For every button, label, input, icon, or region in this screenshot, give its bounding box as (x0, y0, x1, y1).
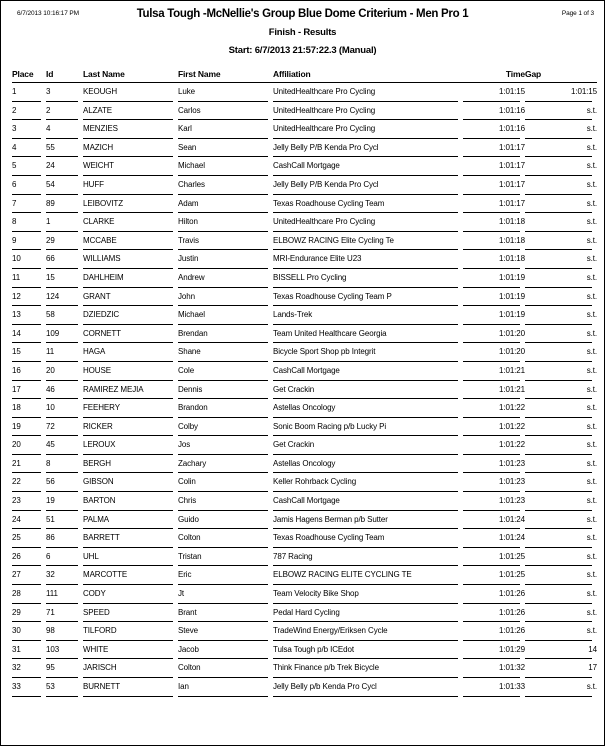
cell-last-name: HOUSE (83, 362, 178, 381)
cell-last-name: BERGH (83, 455, 178, 474)
cell-place: 32 (12, 659, 46, 678)
cell-place: 10 (12, 250, 46, 269)
cell-gap: s.t. (525, 678, 597, 697)
cell-gap: s.t. (525, 139, 597, 158)
cell-first-name: Jt (178, 585, 273, 604)
table-row (12, 455, 597, 474)
cell-last-name: ALZATE (83, 102, 178, 121)
table-row (12, 232, 597, 251)
cell-gap: s.t. (525, 120, 597, 139)
cell-last-name: GIBSON (83, 473, 178, 492)
cell-last-name: MARCOTTE (83, 566, 178, 585)
cell-first-name: Justin (178, 250, 273, 269)
cell-gap: s.t. (525, 176, 597, 195)
cell-first-name: Zachary (178, 455, 273, 474)
cell-affiliation: CashCall Mortgage (273, 157, 463, 176)
cell-time: 1:01:17 (463, 157, 525, 176)
cell-id: 29 (46, 232, 83, 251)
cell-place: 7 (12, 195, 46, 214)
cell-id: 124 (46, 288, 83, 307)
cell-affiliation: Tulsa Tough p/b ICEdot (273, 641, 463, 660)
cell-affiliation: Keller Rohrback Cycling (273, 473, 463, 492)
cell-place: 24 (12, 511, 46, 530)
table-header-row (12, 67, 597, 83)
cell-gap: s.t. (525, 288, 597, 307)
cell-last-name: LEROUX (83, 436, 178, 455)
cell-time: 1:01:24 (463, 529, 525, 548)
cell-time: 1:01:22 (463, 418, 525, 437)
cell-place: 16 (12, 362, 46, 381)
cell-first-name: Travis (178, 232, 273, 251)
cell-id: 32 (46, 566, 83, 585)
cell-affiliation: Get Crackin (273, 436, 463, 455)
cell-first-name: Guido (178, 511, 273, 530)
table-row (12, 157, 597, 176)
cell-gap: s.t. (525, 436, 597, 455)
cell-affiliation: Pedal Hard Cycling (273, 604, 463, 623)
table-row (12, 343, 597, 362)
cell-affiliation: Bicycle Sport Shop pb Integrit (273, 343, 463, 362)
table-row (12, 511, 597, 530)
cell-gap: s.t. (525, 473, 597, 492)
cell-id: 89 (46, 195, 83, 214)
cell-last-name: HAGA (83, 343, 178, 362)
cell-time: 1:01:17 (463, 195, 525, 214)
cell-time: 1:01:21 (463, 362, 525, 381)
cell-place: 26 (12, 548, 46, 567)
column-header-first-name: First Name (178, 67, 273, 83)
cell-first-name: Carlos (178, 102, 273, 121)
cell-affiliation: Texas Roadhouse Cycling Team (273, 195, 463, 214)
cell-first-name: Michael (178, 157, 273, 176)
cell-time: 1:01:19 (463, 288, 525, 307)
cell-gap: s.t. (525, 529, 597, 548)
cell-first-name: Andrew (178, 269, 273, 288)
cell-affiliation: Think Finance p/b Trek Bicycle (273, 659, 463, 678)
cell-time: 1:01:33 (463, 678, 525, 697)
cell-id: 2 (46, 102, 83, 121)
cell-affiliation: 787 Racing (273, 548, 463, 567)
cell-place: 5 (12, 157, 46, 176)
cell-time: 1:01:15 (463, 83, 525, 102)
cell-time: 1:01:26 (463, 604, 525, 623)
cell-place: 12 (12, 288, 46, 307)
cell-time: 1:01:26 (463, 585, 525, 604)
cell-place: 14 (12, 325, 46, 344)
cell-gap: s.t. (525, 511, 597, 530)
cell-place: 15 (12, 343, 46, 362)
column-header-last-name: Last Name (83, 67, 178, 83)
cell-place: 4 (12, 139, 46, 158)
cell-time: 1:01:24 (463, 511, 525, 530)
cell-id: 58 (46, 306, 83, 325)
cell-id: 24 (46, 157, 83, 176)
cell-first-name: Brendan (178, 325, 273, 344)
cell-first-name: Chris (178, 492, 273, 511)
column-header-affiliation: Affiliation (273, 67, 463, 83)
table-row (12, 473, 597, 492)
cell-time: 1:01:21 (463, 381, 525, 400)
cell-affiliation: Astellas Oncology (273, 399, 463, 418)
column-header-id: Id (46, 67, 83, 83)
cell-place: 28 (12, 585, 46, 604)
cell-gap: s.t. (525, 306, 597, 325)
cell-first-name: Hilton (178, 213, 273, 232)
cell-gap: s.t. (525, 604, 597, 623)
cell-place: 33 (12, 678, 46, 697)
cell-id: 8 (46, 455, 83, 474)
cell-place: 1 (12, 83, 46, 102)
cell-gap: s.t. (525, 548, 597, 567)
cell-affiliation: Jamis Hagens Berman p/b Sutter (273, 511, 463, 530)
cell-first-name: Adam (178, 195, 273, 214)
cell-gap: s.t. (525, 195, 597, 214)
cell-last-name: CORNETT (83, 325, 178, 344)
cell-gap: s.t. (525, 585, 597, 604)
cell-affiliation: Team Velocity Bike Shop (273, 585, 463, 604)
cell-affiliation: UnitedHealthcare Pro Cycling (273, 120, 463, 139)
cell-time: 1:01:19 (463, 269, 525, 288)
cell-first-name: Colin (178, 473, 273, 492)
cell-affiliation: Texas Roadhouse Cycling Team (273, 529, 463, 548)
cell-first-name: Ian (178, 678, 273, 697)
cell-gap: 14 (525, 641, 597, 660)
cell-last-name: UHL (83, 548, 178, 567)
table-row (12, 381, 597, 400)
table-row (12, 83, 597, 102)
table-row (12, 306, 597, 325)
cell-first-name: Eric (178, 566, 273, 585)
cell-id: 109 (46, 325, 83, 344)
table-row (12, 102, 597, 121)
table-row (12, 362, 597, 381)
cell-first-name: Jacob (178, 641, 273, 660)
cell-last-name: MCCABE (83, 232, 178, 251)
cell-place: 31 (12, 641, 46, 660)
cell-gap: s.t. (525, 269, 597, 288)
cell-place: 20 (12, 436, 46, 455)
cell-affiliation: MRI-Endurance Elite U23 (273, 250, 463, 269)
cell-id: 10 (46, 399, 83, 418)
table-row (12, 548, 597, 567)
cell-affiliation: ELBOWZ RACING ELITE CYCLING TE (273, 566, 463, 585)
cell-place: 23 (12, 492, 46, 511)
cell-last-name: SPEED (83, 604, 178, 623)
table-row (12, 641, 597, 660)
cell-affiliation: Jelly Belly P/B Kenda Pro Cycl (273, 139, 463, 158)
cell-affiliation: Get Crackin (273, 381, 463, 400)
cell-affiliation: CashCall Mortgage (273, 492, 463, 511)
cell-first-name: Shane (178, 343, 273, 362)
cell-id: 95 (46, 659, 83, 678)
cell-first-name: Colton (178, 529, 273, 548)
cell-gap: s.t. (525, 232, 597, 251)
cell-gap: s.t. (525, 362, 597, 381)
cell-first-name: Jos (178, 436, 273, 455)
table-row (12, 436, 597, 455)
cell-affiliation: Lands-Trek (273, 306, 463, 325)
cell-id: 46 (46, 381, 83, 400)
cell-affiliation: Team United Healthcare Georgia (273, 325, 463, 344)
cell-place: 11 (12, 269, 46, 288)
cell-gap: s.t. (525, 343, 597, 362)
cell-place: 6 (12, 176, 46, 195)
cell-last-name: BARRETT (83, 529, 178, 548)
cell-time: 1:01:20 (463, 343, 525, 362)
results-table (12, 67, 597, 697)
cell-time: 1:01:17 (463, 139, 525, 158)
table-row (12, 622, 597, 641)
cell-place: 13 (12, 306, 46, 325)
cell-id: 45 (46, 436, 83, 455)
table-row (12, 120, 597, 139)
cell-gap: s.t. (525, 381, 597, 400)
cell-first-name: Colby (178, 418, 273, 437)
cell-last-name: DAHLHEIM (83, 269, 178, 288)
cell-time: 1:01:16 (463, 120, 525, 139)
page-header (1, 1, 604, 67)
cell-affiliation: ELBOWZ RACING Elite Cycling Te (273, 232, 463, 251)
cell-last-name: WHITE (83, 641, 178, 660)
cell-gap: s.t. (525, 213, 597, 232)
cell-last-name: LEIBOVITZ (83, 195, 178, 214)
cell-id: 71 (46, 604, 83, 623)
table-row (12, 659, 597, 678)
cell-time: 1:01:29 (463, 641, 525, 660)
cell-first-name: Dennis (178, 381, 273, 400)
cell-last-name: GRANT (83, 288, 178, 307)
cell-place: 30 (12, 622, 46, 641)
cell-id: 98 (46, 622, 83, 641)
cell-time: 1:01:17 (463, 176, 525, 195)
cell-first-name: Brant (178, 604, 273, 623)
cell-time: 1:01:26 (463, 622, 525, 641)
cell-last-name: RICKER (83, 418, 178, 437)
cell-id: 55 (46, 139, 83, 158)
cell-place: 29 (12, 604, 46, 623)
cell-affiliation: Jelly Belly p/b Kenda Pro Cycl (273, 678, 463, 697)
cell-place: 8 (12, 213, 46, 232)
cell-gap: s.t. (525, 622, 597, 641)
cell-first-name: Charles (178, 176, 273, 195)
column-header-place: Place (12, 67, 46, 83)
cell-gap: 17 (525, 659, 597, 678)
cell-time: 1:01:23 (463, 455, 525, 474)
cell-affiliation: UnitedHealthcare Pro Cycling (273, 102, 463, 121)
cell-id: 3 (46, 83, 83, 102)
cell-place: 18 (12, 399, 46, 418)
cell-place: 25 (12, 529, 46, 548)
cell-time: 1:01:18 (463, 213, 525, 232)
table-row (12, 250, 597, 269)
cell-first-name: Steve (178, 622, 273, 641)
cell-time: 1:01:23 (463, 492, 525, 511)
table-row (12, 399, 597, 418)
cell-id: 56 (46, 473, 83, 492)
cell-place: 27 (12, 566, 46, 585)
table-body (12, 83, 597, 697)
table-row (12, 325, 597, 344)
cell-last-name: HUFF (83, 176, 178, 195)
table-row (12, 139, 597, 158)
cell-time: 1:01:23 (463, 473, 525, 492)
cell-affiliation: TradeWind Energy/Eriksen Cycle (273, 622, 463, 641)
cell-place: 9 (12, 232, 46, 251)
cell-id: 103 (46, 641, 83, 660)
cell-id: 54 (46, 176, 83, 195)
cell-id: 111 (46, 585, 83, 604)
cell-place: 22 (12, 473, 46, 492)
table-row (12, 213, 597, 232)
cell-id: 86 (46, 529, 83, 548)
table-row (12, 566, 597, 585)
cell-last-name: KEOUGH (83, 83, 178, 102)
cell-gap: s.t. (525, 157, 597, 176)
printed-timestamp: 6/7/2013 10:16:17 PM (17, 10, 79, 17)
table-row (12, 418, 597, 437)
table-row (12, 176, 597, 195)
cell-time: 1:01:20 (463, 325, 525, 344)
cell-last-name: BURNETT (83, 678, 178, 697)
cell-first-name: John (178, 288, 273, 307)
table-row (12, 492, 597, 511)
cell-time: 1:01:18 (463, 250, 525, 269)
cell-time: 1:01:25 (463, 566, 525, 585)
cell-last-name: MAZICH (83, 139, 178, 158)
table-row (12, 678, 597, 697)
cell-gap: s.t. (525, 566, 597, 585)
cell-last-name: DZIEDZIC (83, 306, 178, 325)
cell-id: 1 (46, 213, 83, 232)
cell-gap: s.t. (525, 399, 597, 418)
cell-affiliation: Jelly Belly P/B Kenda Pro Cycl (273, 176, 463, 195)
start-time-line: Start: 6/7/2013 21:57:22.3 (Manual) (228, 45, 377, 56)
cell-affiliation: BISSELL Pro Cycling (273, 269, 463, 288)
cell-affiliation: UnitedHealthcare Pro Cycling (273, 213, 463, 232)
cell-gap: s.t. (525, 250, 597, 269)
cell-last-name: FEEHERY (83, 399, 178, 418)
table-row (12, 269, 597, 288)
cell-gap: 1:01:15 (525, 83, 597, 102)
cell-time: 1:01:22 (463, 399, 525, 418)
cell-first-name: Luke (178, 83, 273, 102)
cell-first-name: Sean (178, 139, 273, 158)
cell-first-name: Brandon (178, 399, 273, 418)
cell-id: 20 (46, 362, 83, 381)
cell-gap: s.t. (525, 492, 597, 511)
cell-last-name: WEICHT (83, 157, 178, 176)
cell-place: 19 (12, 418, 46, 437)
cell-id: 19 (46, 492, 83, 511)
cell-id: 51 (46, 511, 83, 530)
cell-first-name: Michael (178, 306, 273, 325)
cell-last-name: MENZIES (83, 120, 178, 139)
cell-gap: s.t. (525, 102, 597, 121)
cell-place: 2 (12, 102, 46, 121)
cell-affiliation: Texas Roadhouse Cycling Team P (273, 288, 463, 307)
cell-first-name: Colton (178, 659, 273, 678)
cell-id: 66 (46, 250, 83, 269)
cell-gap: s.t. (525, 418, 597, 437)
table-row (12, 288, 597, 307)
cell-affiliation: Sonic Boom Racing p/b Lucky Pi (273, 418, 463, 437)
cell-id: 11 (46, 343, 83, 362)
cell-gap: s.t. (525, 325, 597, 344)
cell-time: 1:01:22 (463, 436, 525, 455)
results-table-container (12, 67, 595, 697)
cell-time: 1:01:19 (463, 306, 525, 325)
cell-last-name: CLARKE (83, 213, 178, 232)
cell-place: 17 (12, 381, 46, 400)
cell-last-name: CODY (83, 585, 178, 604)
cell-time: 1:01:18 (463, 232, 525, 251)
cell-time: 1:01:32 (463, 659, 525, 678)
column-header-time: Time (463, 67, 525, 83)
table-row (12, 585, 597, 604)
report-subtitle: Finish - Results (268, 27, 337, 38)
cell-id: 6 (46, 548, 83, 567)
column-header-gap: Gap (525, 67, 597, 83)
cell-last-name: BARTON (83, 492, 178, 511)
table-row (12, 604, 597, 623)
cell-id: 4 (46, 120, 83, 139)
cell-time: 1:01:25 (463, 548, 525, 567)
cell-last-name: PALMA (83, 511, 178, 530)
cell-last-name: JARISCH (83, 659, 178, 678)
table-row (12, 195, 597, 214)
cell-id: 72 (46, 418, 83, 437)
cell-first-name: Cole (178, 362, 273, 381)
cell-first-name: Tristan (178, 548, 273, 567)
cell-id: 15 (46, 269, 83, 288)
cell-time: 1:01:16 (463, 102, 525, 121)
cell-affiliation: CashCall Mortgage (273, 362, 463, 381)
cell-place: 21 (12, 455, 46, 474)
cell-place: 3 (12, 120, 46, 139)
cell-affiliation: UnitedHealthcare Pro Cycling (273, 83, 463, 102)
cell-last-name: RAMIREZ MEJIA (83, 381, 178, 400)
page-number-label: Page 1 of 3 (561, 10, 594, 17)
event-title: Tulsa Tough -McNellie's Group Blue Dome Criterium - Men Pro 1 (136, 8, 469, 20)
table-row (12, 529, 597, 548)
cell-first-name: Karl (178, 120, 273, 139)
cell-id: 53 (46, 678, 83, 697)
cell-gap: s.t. (525, 455, 597, 474)
cell-affiliation: Astellas Oncology (273, 455, 463, 474)
cell-last-name: WILLIAMS (83, 250, 178, 269)
cell-last-name: TILFORD (83, 622, 178, 641)
